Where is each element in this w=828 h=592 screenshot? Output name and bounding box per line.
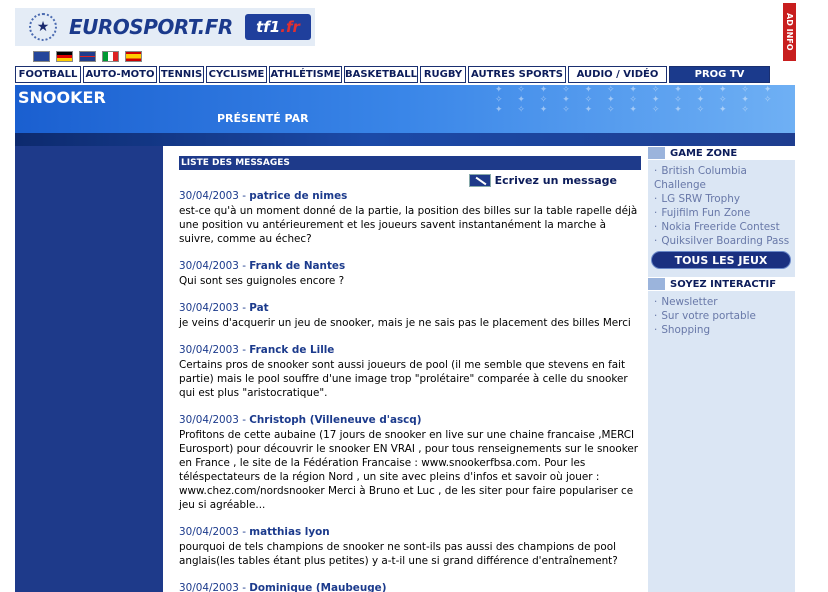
eurosport-logo[interactable]	[15, 8, 315, 46]
message-date: 30/04/2003 -	[179, 190, 250, 202]
flag-it-icon[interactable]	[102, 51, 119, 62]
list-item	[179, 189, 641, 246]
message-header	[179, 343, 641, 357]
write-message-label: Ecrivez un message	[494, 174, 617, 187]
list-header: LISTE DES MESSAGES	[179, 156, 641, 170]
sport-nav	[15, 66, 795, 83]
message-text: pourquoi de tels champions de snooker ne sont-ils pas aussi des champions de pool anglais(les tables étant plus petites) y a-t-il une si grand différence d'entraînement?	[179, 541, 618, 567]
message-author[interactable]: Frank de Nantes	[249, 260, 346, 272]
tf1-fr-text: .fr	[280, 18, 300, 36]
list-item	[179, 301, 641, 330]
nav-tab-2[interactable]: TENNIS	[159, 66, 204, 83]
message-header	[179, 189, 641, 203]
gamezone-link[interactable]: · British Columbia Challenge	[654, 164, 795, 192]
nav-tab-6[interactable]: RUGBY	[420, 66, 466, 83]
tf1-logo[interactable]	[245, 14, 311, 40]
flag-uk-icon[interactable]	[79, 51, 96, 62]
message-date: 30/04/2003 -	[179, 344, 250, 356]
page-title: SNOOKER	[18, 88, 106, 107]
gamepad-icon	[648, 147, 665, 159]
message-author[interactable]: Franck de Lille	[249, 344, 335, 356]
gamezone-list	[648, 164, 795, 248]
message-date: 30/04/2003 -	[179, 414, 250, 426]
nav-tab-7[interactable]: AUTRES SPORTS	[468, 66, 566, 83]
message-text: je veins d'acquerir un jeu de snooker, mais je ne sais pas le placement des billes Merci	[179, 317, 631, 329]
interactif-title: SOYEZ INTERACTIF	[670, 278, 777, 290]
gamezone-title: GAME ZONE	[670, 147, 738, 159]
all-games-button[interactable]: TOUS LES JEUX	[651, 251, 791, 269]
gamezone-header	[648, 146, 795, 160]
nav-tab-3[interactable]: CYCLISME	[206, 66, 267, 83]
right-sidebar	[648, 146, 795, 592]
star-icon: ★	[29, 13, 57, 41]
pen-icon	[469, 174, 491, 187]
nav-tab-5[interactable]: BASKETBALL	[344, 66, 418, 83]
message-header	[179, 301, 641, 315]
message-date: 30/04/2003 -	[179, 582, 250, 592]
message-text: Profitons de cette aubaine (17 jours de snooker en live sur une chaine francaise ,MERCI Eurosport) pour découvrir le snooker EN VRAI , pour tous renseignements sur le snooker en France , le site de la Fédération Francaise : www.snookerfbsa.com. Pour les téléspectateurs de la région Nord , un site avec pleins d'infos et savoir où jouer : www.chez.com/nordsnooker Merci à Bruno et Luc , de les siter pour faire populariser ce jeu si agréable...	[179, 429, 639, 511]
message-header	[179, 259, 641, 273]
list-item	[179, 343, 641, 400]
list-item	[179, 581, 641, 592]
message-author[interactable]: patrice de nimes	[249, 190, 348, 202]
message-date: 30/04/2003 -	[179, 260, 250, 272]
write-message-link[interactable]	[469, 174, 617, 187]
list-item	[179, 259, 641, 288]
interactif-header	[648, 277, 795, 291]
write-row	[179, 174, 641, 187]
nav-tab-0[interactable]: FOOTBALL	[15, 66, 81, 83]
message-header	[179, 525, 641, 539]
message-header	[179, 413, 641, 427]
interactif-link[interactable]: · Newsletter	[654, 295, 795, 309]
tf1-text: tf1	[256, 18, 281, 36]
message-author[interactable]: Pat	[249, 302, 269, 314]
stars-decoration: ✦ ✧ ✦ ✧ ✦ ✧ ✦ ✧ ✦ ✧ ✦ ✧ ✦ ✧ ✦ ✧ ✦ ✧ ✦ ✧ ✦ ✧ ✦ ✧ ✦ ✧ ✦ ✧ ✦ ✧ ✦ ✧ ✦ ✧ ✦ ✧ ✦ ✧	[495, 85, 778, 115]
gamezone-link[interactable]: · Nokia Freeride Contest	[654, 220, 795, 234]
gamezone-link[interactable]: · Quiksilver Boarding Pass	[654, 234, 795, 248]
message-text: est-ce qu'à un moment donné de la partie, la position des billes sur la table rapelle déjà une position vu antérieurement et les joueurs savent instantanément la marche à suivre, comme au échec?	[179, 205, 638, 245]
message-author[interactable]: matthias lyon	[249, 526, 330, 538]
message-author[interactable]: Dominique (Maubeuge)	[249, 582, 387, 592]
interactif-link[interactable]: · Sur votre portable	[654, 309, 795, 323]
nav-tab-8[interactable]: AUDIO / VIDÉO	[568, 66, 667, 83]
list-item	[179, 525, 641, 568]
nav-tab-4[interactable]: ATHLÉTISME	[269, 66, 342, 83]
ad-info-tab[interactable]: AD INFO	[783, 3, 796, 61]
message-date: 30/04/2003 -	[179, 302, 250, 314]
gamezone-link[interactable]: · Fujifilm Fun Zone	[654, 206, 795, 220]
interactif-link[interactable]: · Shopping	[654, 323, 795, 337]
message-list	[179, 156, 641, 592]
interactive-icon	[648, 278, 665, 290]
flag-de-icon[interactable]	[56, 51, 73, 62]
language-flags	[33, 51, 142, 62]
gamezone-link[interactable]: · LG SRW Trophy	[654, 192, 795, 206]
interactif-list	[648, 295, 795, 337]
message-text: Certains pros de snooker sont aussi joueurs de pool (il me semble que stevens en fait partie) mais le pool souffre d'une image trop "prolétaire" comparée à celle du snooker qui est plus "aristocratique".	[179, 359, 628, 399]
section-banner	[15, 85, 795, 133]
message-date: 30/04/2003 -	[179, 526, 250, 538]
message-header	[179, 581, 641, 592]
left-column	[15, 146, 163, 592]
flag-es-icon[interactable]	[125, 51, 142, 62]
flag-eu-icon[interactable]	[33, 51, 50, 62]
banner-band	[15, 133, 795, 146]
message-text: Qui sont ses guignoles encore ?	[179, 275, 345, 287]
messages	[179, 189, 641, 592]
nav-tab-9[interactable]: PROG TV	[669, 66, 770, 83]
brand-name: EUROSPORT.FR	[69, 15, 233, 39]
nav-tab-1[interactable]: AUTO-MOTO	[83, 66, 157, 83]
presented-by: PRÉSENTÉ PAR	[217, 112, 309, 125]
message-author[interactable]: Christoph (Villeneuve d'ascq)	[249, 414, 422, 426]
list-item	[179, 413, 641, 512]
